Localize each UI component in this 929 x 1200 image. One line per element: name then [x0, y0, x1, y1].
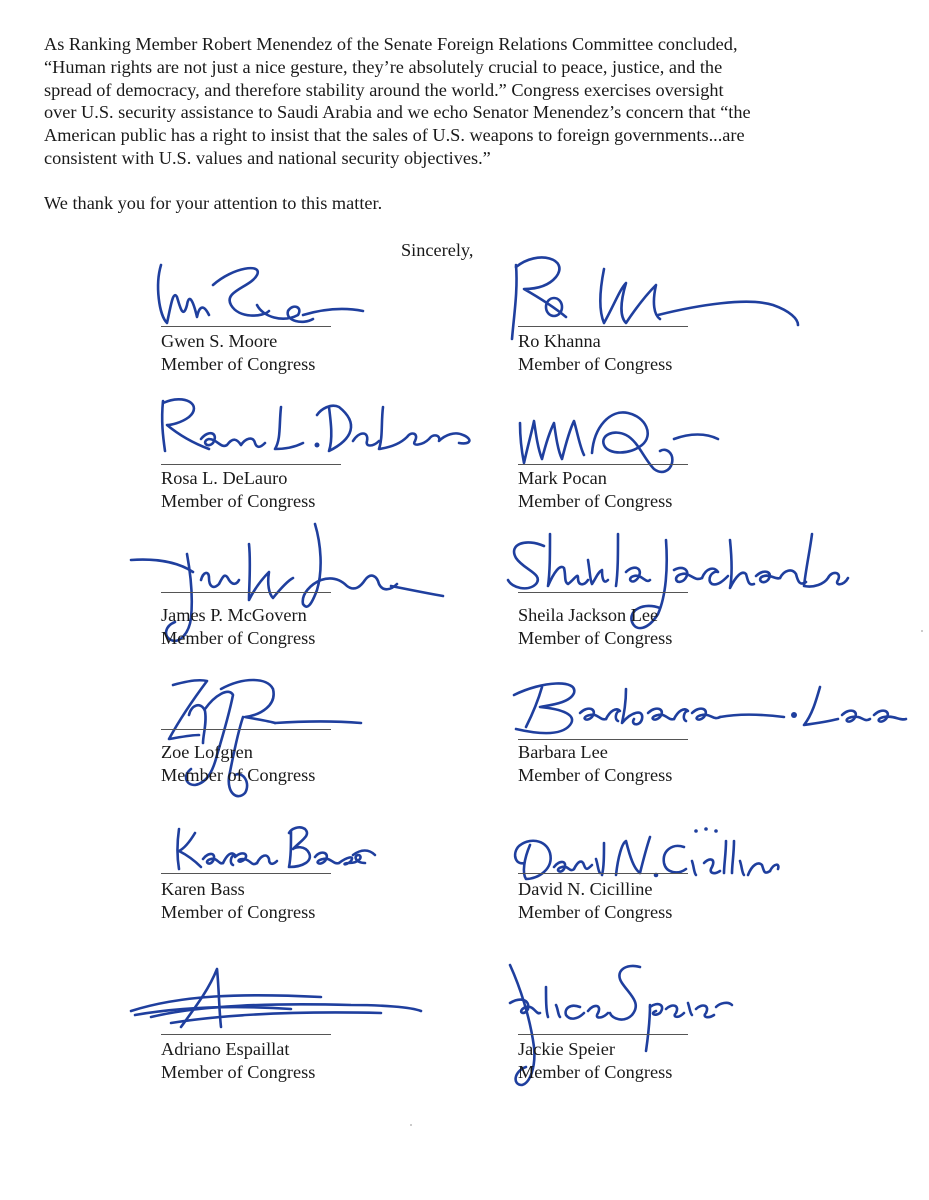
- signatory-title: Member of Congress: [518, 491, 673, 511]
- signatory-name: Gwen S. Moore: [161, 331, 278, 351]
- signature-block-lee: [518, 657, 818, 787]
- signature-line: [161, 592, 331, 593]
- signature-line: [518, 1034, 688, 1035]
- signature-line: [161, 873, 331, 874]
- signatory-name: Jackie Speier: [518, 1039, 615, 1059]
- signature-line: [518, 464, 688, 465]
- scan-speck: [410, 1124, 412, 1126]
- paragraph-thanks: We thank you for your attention to this matter.: [44, 193, 383, 213]
- signature-block-bass: [161, 793, 461, 923]
- signatory-name: David N. Cicilline: [518, 879, 653, 899]
- signatory-name: Mark Pocan: [518, 468, 607, 488]
- signatory-name: Zoe Lofgren: [161, 742, 253, 762]
- closing-salutation: Sincerely,: [401, 240, 474, 260]
- signatory-title: Member of Congress: [161, 491, 316, 511]
- signatory-name: Ro Khanna: [518, 331, 601, 351]
- signatory-name: Barbara Lee: [518, 742, 608, 762]
- signature-line: [161, 1034, 331, 1035]
- signature-block-jackson-lee: [518, 520, 818, 650]
- signature-line: [161, 326, 331, 327]
- signatory-title: Member of Congress: [161, 902, 316, 922]
- signature-line: [518, 592, 688, 593]
- signature-line: [161, 464, 341, 465]
- signature-block-mcgovern: [161, 520, 461, 650]
- signature-line: [161, 729, 331, 730]
- paragraph-line: “Human rights are not just a nice gesture, they’re absolutely crucial to peace, justice, and the: [44, 56, 723, 77]
- signature-block-pocan: [518, 383, 818, 513]
- paragraph-line: American public has a right to insist that the sales of U.S. weapons to foreign governments...are: [44, 125, 745, 146]
- signature-block-cicilline: [518, 793, 818, 923]
- signature-line: [518, 873, 688, 874]
- handwritten-signature-espaillat: [121, 965, 431, 1045]
- signatory-title: Member of Congress: [161, 354, 316, 374]
- signature-block-khanna: [518, 245, 818, 375]
- paragraph-line: consistent with U.S. values and national security objectives.”: [44, 147, 491, 168]
- signature-block-delauro: [161, 383, 461, 513]
- signatory-title: Member of Congress: [161, 1062, 316, 1082]
- signature-line: [518, 326, 688, 327]
- handwritten-signature-moore: [153, 245, 373, 335]
- paragraph-line: As Ranking Member Robert Menendez of the Senate Foreign Relations Committee concluded,: [44, 34, 738, 54]
- signatory-title: Member of Congress: [518, 1062, 673, 1082]
- signatory-title: Member of Congress: [518, 354, 673, 374]
- signatory-name: Adriano Espaillat: [161, 1039, 290, 1059]
- handwritten-signature-bass: [169, 821, 389, 881]
- signature-block-moore: [161, 245, 461, 375]
- signatory-name: Karen Bass: [161, 879, 245, 899]
- signatory-name: Rosa L. DeLauro: [161, 468, 288, 488]
- signatory-title: Member of Congress: [161, 765, 316, 785]
- handwritten-signature-delauro: [153, 383, 483, 463]
- signatory-name: Sheila Jackson Lee: [518, 605, 659, 625]
- signatory-title: Member of Congress: [518, 902, 673, 922]
- paragraph-menendez-quote: [44, 33, 864, 170]
- signature-block-espaillat: [161, 955, 461, 1085]
- signatory-title: Member of Congress: [518, 765, 673, 785]
- signature-block-speier: [518, 955, 818, 1085]
- signature-block-lofgren: [161, 657, 461, 787]
- scan-speck: [921, 630, 923, 632]
- paragraph-line: over U.S. security assistance to Saudi Arabia and we echo Senator Menendez’s concern that “the: [44, 102, 751, 123]
- signatory-title: Member of Congress: [518, 628, 673, 648]
- signature-line: [518, 739, 688, 740]
- signatory-title: Member of Congress: [161, 628, 316, 648]
- paragraph-line: spread of democracy, and therefore stability around the world.” Congress exercises oversight: [44, 79, 724, 100]
- signatory-name: James P. McGovern: [161, 605, 307, 625]
